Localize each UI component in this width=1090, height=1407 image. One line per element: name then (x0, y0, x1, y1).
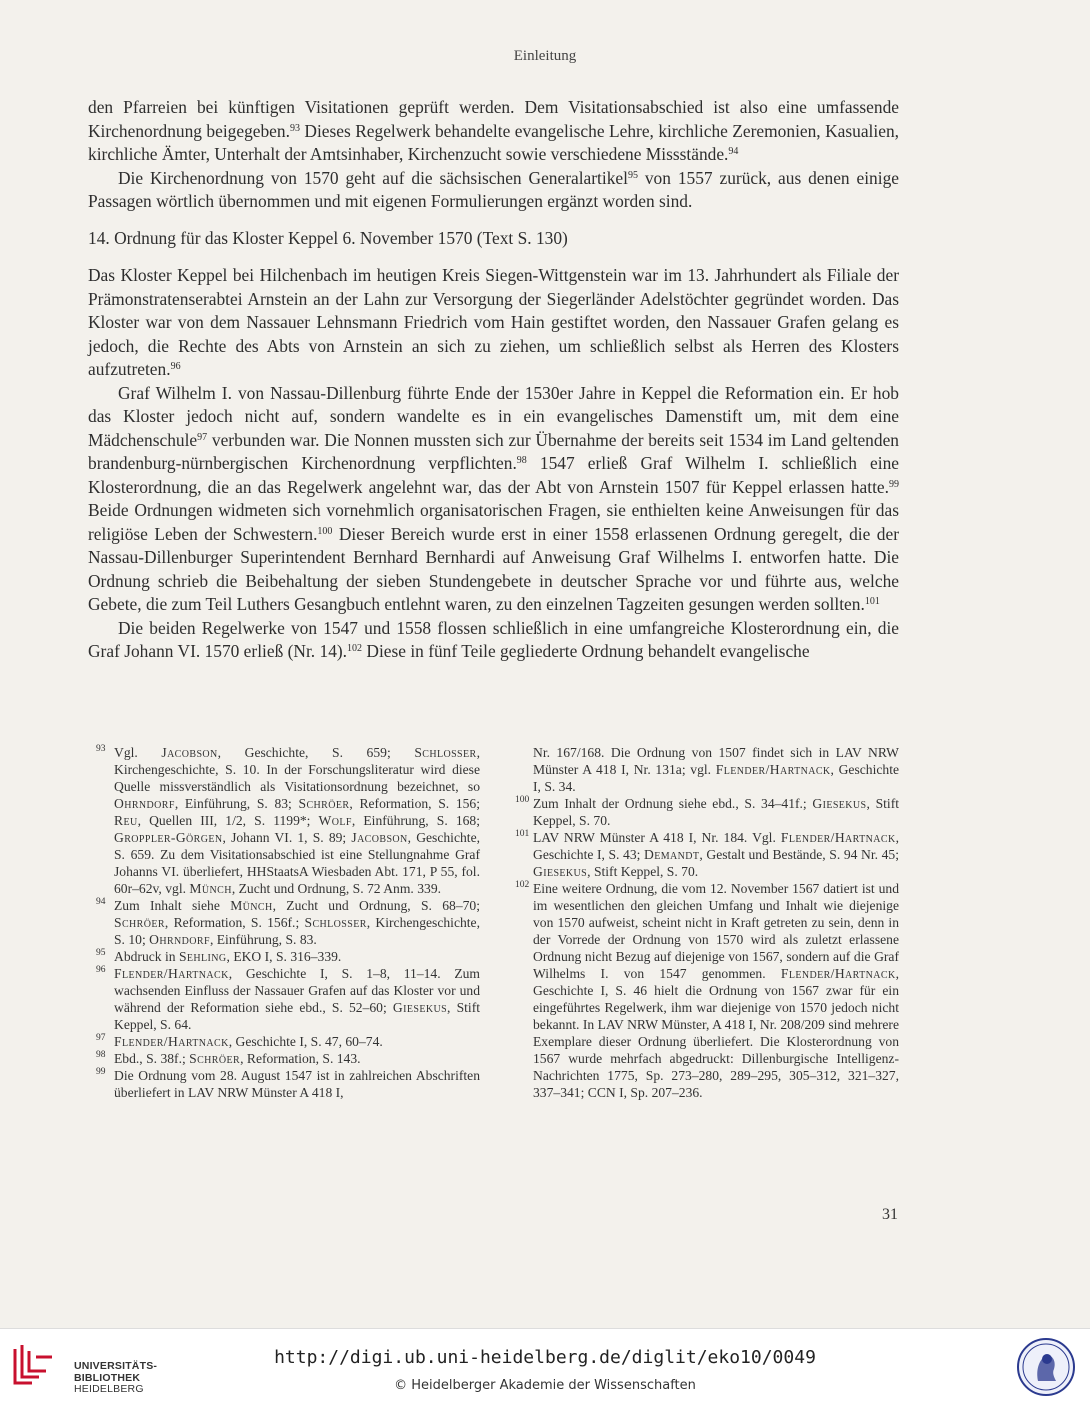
footnote-reference: 93 (289, 122, 300, 134)
footnote: 100 Zum Inhalt der Ordnung siehe ebd., S. 34–41f.; Giesekus, Stift Keppel, S. 70. (507, 795, 899, 829)
footnote-number: 100 (515, 795, 530, 805)
author-name: Schröer (298, 796, 350, 811)
footnote: 102 Eine weitere Ordnung, die vom 12. November 1567 datiert ist und im wesentlichen den gleichen Umfang und Inhalt wie diejenige von 1570 aufweist, scheint nicht in Kraft getreten zu sein, denn in der Vorrede der Ordnung von 1570 wird als zuletzt erlassene Ordnung nicht Bezug auf diejenige von 1567, sondern auf die Graf Wilhelms I. von 1547 genommen. Flender/Hartnack, Geschichte I, S. 46 hielt die Ordnung von 1567 zwar für ein eingeführtes Regelwerk, ihm war diejenige von 1570 jedoch nicht bekannt. In LAV NRW Münster, A 418 I, Nr. 208/209 sind mehrere Exemplare dieser Ordnung überliefert. Die Klosterordnung von 1567 wurde mehrfach abgedruckt: Dillenburgische Intelligenz-Nachrichten 1775, Sp. 273–280, 289–295, 305–312, 321–327, 337–341; CCN I, Sp. 207–236. (507, 880, 899, 1101)
footnote-number: 101 (515, 829, 530, 839)
author-name: Jacobson (351, 830, 408, 845)
footnote: 98 Ebd., S. 38f.; Schröer, Reformation, S. 143. (88, 1050, 480, 1067)
author-name: Ohrndorf (114, 796, 175, 811)
author-name: Schröer (114, 915, 165, 930)
author-name: Giesekus (392, 1000, 448, 1015)
permalink-url[interactable]: http://digi.ub.uni-heidelberg.de/diglit/eko10/0049 (274, 1347, 816, 1368)
footnote-number: 97 (96, 1033, 106, 1043)
footnote: 97 Flender/Hartnack, Geschichte I, S. 47, 60–74. (88, 1033, 480, 1050)
author-name: Reu (114, 813, 138, 828)
footnote: 101 LAV NRW Münster A 418 I, Nr. 184. Vgl. Flender/Hartnack, Geschichte I, S. 43; Demandt, Gestalt und Bestände, S. 94 Nr. 45; Giesekus, Stift Keppel, S. 70. (507, 829, 899, 880)
author-name: Flender/Hartnack (114, 1034, 229, 1049)
logo-line-2: BIBLIOTHEK (74, 1371, 141, 1384)
section-heading: 14. Ordnung für das Kloster Keppel 6. November 1570 (Text S. 130) (88, 227, 568, 248)
footnote-reference: 96 (170, 361, 181, 372)
footnote-reference: 97 (197, 431, 208, 443)
author-name: Schlosser (414, 745, 477, 760)
logo-line-1: UNIVERSITÄTS- (74, 1360, 158, 1372)
footnote-reference: 94 (728, 146, 739, 157)
footnote-reference: 98 (516, 455, 527, 466)
author-name: Ohrndorf (149, 932, 210, 947)
author-name: Schröer (189, 1051, 241, 1066)
author-name: Münch (230, 898, 273, 913)
footnote: Nr. 167/168. Die Ordnung von 1507 findet sich in LAV NRW Münster A 418 I, Nr. 131a; vgl. Flender/Hartnack, Geschichte I, S. 34. (533, 745, 899, 794)
author-name: Münch (189, 881, 232, 896)
author-name: Giesekus (533, 864, 588, 879)
author-name: Demandt (644, 847, 700, 862)
body-paragraph: Die beiden Regelwerke von 1547 und 1558 flossen schließlich in eine umfangreiche Klosterordnung ein, die Graf Johann VI. 1570 erließ (Nr. 14).$^{102}$ Diese in fünf Teile gegliederte Ordnung behandelt evangelische (88, 617, 899, 661)
footnote: 93 Vgl. Jacobson, Geschichte, S. 659; Schlosser, Kirchengeschichte, S. 10. In der Forschungsliteratur wird diese Quelle missverständlich als Visitationsordnung bezeichnet, so Ohrndorf, Einführung, S. 83; Schröer, Reformation, S. 156; Reu, Quellen III, 1/2, S. 1199*; Wolf, Einführung, S. 168; Groppler-Görgen, Johann VI. 1, S. 89; Jacobson, Geschichte, S. 659. Zu dem Visitationsabschied ist eine Stellungnahme Graf Johanns VI. überliefert, HHStaatsA Wiesbaden Abt. 171, P 55, fol. 60r–62v, vgl. Münch, Zucht und Ordnung, S. 72 Anm. 339. (88, 744, 480, 897)
author-name: Flender/Hartnack (780, 966, 896, 981)
footnotes-right-column (507, 744, 899, 1101)
author-name: Schlosser (304, 915, 367, 930)
author-name: Wolf (318, 813, 352, 828)
author-name: Jacobson (161, 745, 218, 760)
footnote: 94 Zum Inhalt siehe Münch, Zucht und Ordnung, S. 68–70; Schröer, Reformation, S. 156f.; Schlosser, Kirchengeschichte, S. 10; Ohrndorf, Einführung, S. 83. (88, 897, 480, 948)
footnote-number: 99 (96, 1067, 106, 1077)
main-text (88, 96, 899, 664)
footnote-number: 93 (96, 744, 106, 754)
body-paragraph: den Pfarreien bei künftigen Visitationen geprüft werden. Dem Visitationsabschied ist also eine umfassende Kirchenordnung beigegeben.$^{93}$ Dieses Regelwerk behandelte evangelische Lehre, kirchliche Zeremonien, Kasualien, kirchliche Ämter, Unterhalt der Amtsinhaber, Kirchenzucht sowie verschiedene Missstände.$^{94}$ (88, 97, 899, 164)
viewer-footer (0, 1328, 1090, 1407)
footnotes (88, 744, 899, 1101)
author-name: Giesekus (812, 796, 867, 811)
author-name: Sehling (178, 949, 227, 964)
author-name: Flender/Hartnack (780, 830, 896, 845)
author-name: Groppler-Görgen (114, 830, 223, 845)
footnote: 99 Die Ordnung vom 28. August 1547 ist in zahlreichen Abschriften überliefert in LAV NRW Münster A 418 I, (88, 1067, 480, 1101)
footnote-number: 95 (96, 948, 106, 958)
footnote-reference: 102 (347, 643, 363, 654)
page-number: 31 (882, 1206, 898, 1223)
footnote-reference: 99 (889, 478, 899, 490)
footnote-number: 94 (96, 897, 106, 907)
logo-line-3: HEIDELBERG (74, 1383, 144, 1395)
copyright-notice: © Heidelberger Akademie der Wissenschaften (394, 1378, 696, 1393)
footnotes-left-column (88, 744, 480, 1101)
body-paragraph: Die Kirchenordnung von 1570 geht auf die sächsischen Generalartikel$^{95}$ von 1557 zurück, aus denen einige Passagen wörtlich übernommen und mit eigenen Formulierungen ergänzt worden sind. (88, 167, 899, 211)
footnote-reference: 95 (627, 169, 638, 181)
author-name: Flender/Hartnack (114, 966, 229, 981)
footnote-number: 96 (96, 965, 106, 975)
author-name: Flender/Hartnack (715, 762, 831, 777)
footnote-number: 102 (515, 880, 530, 890)
academy-seal-icon[interactable] (1016, 1337, 1076, 1397)
body-paragraph: Das Kloster Keppel bei Hilchenbach im heutigen Kreis Siegen-Wittgenstein war im 13. Jahrhundert als Filiale der Prämonstratenserabtei Arnstein an der Lahn zur Versorgung der Siegerländer Adelstöchter gegründet worden. Das Kloster war von dem Nassauer Lehnsmann Friedrich vom Hain gestiftet worden, den Nassauer Grafen gelang es jedoch, die Rechte des Abts von Arnstein an sich zu ziehen, um schließlich selbst als Herren des Klosters aufzutreten.$^{96}$ (88, 265, 899, 379)
footnote: 96 Flender/Hartnack, Geschichte I, S. 1–8, 11–14. Zum wachsenden Einfluss der Nassauer Grafen auf das Kloster vor und während der Reformation siehe ebd., S. 52–60; Giesekus, Stift Keppel, S. 64. (88, 965, 480, 1033)
footnote-reference: 101 (864, 596, 880, 607)
footnote: 95 Abdruck in Sehling, EKO I, S. 316–339. (88, 948, 480, 965)
body-paragraph: Graf Wilhelm I. von Nassau-Dillenburg führte Ende der 1530er Jahre in Keppel die Reformation ein. Er hob das Kloster jedoch nicht auf, sondern wandelte es in ein evangelisches Damenstift um, mit dem eine Mädchenschule$^{97}$ verbunden war. Die Nonnen mussten sich zur Übernahme der bereits seit 1534 im Land geltenden brandenburg-nürnbergischen Kirchenordnung verpflichten.$^{98}$ 1547 erließ Graf Wilhelm I. schließlich eine Klosterordnung, die an das Regelwerk angelehnt war, das der Abt von Arnstein 1507 für Keppel erlassen hatte.$^{99}$ Beide Ordnungen widmeten sich vornehmlich organisatorischen Fragen, sie enthielten keine Anweisungen für das religiöse Leben der Schwestern.$^{100}$ Dieser Bereich wurde erst in einer 1558 erlassenen Ordnung geregelt, die der Nassau-Dillenburger Superintendent Bernhard Bernhardi auf Anweisung Graf Wilhelms I. entworfen hatte. Die Ordnung schrieb die Beibehaltung der sieben Stundengebete in deutscher Sprache vor und führte aus, welche Gebete, die zum Teil Luthers Gesangbuch entlehnt waren, zu den einzelnen Tagzeiten gesungen werden sollten.$^{101}$ (88, 382, 899, 614)
running-head: Einleitung (513, 48, 577, 64)
footnote-reference: 100 (317, 525, 333, 537)
footnote-number: 98 (96, 1050, 106, 1060)
